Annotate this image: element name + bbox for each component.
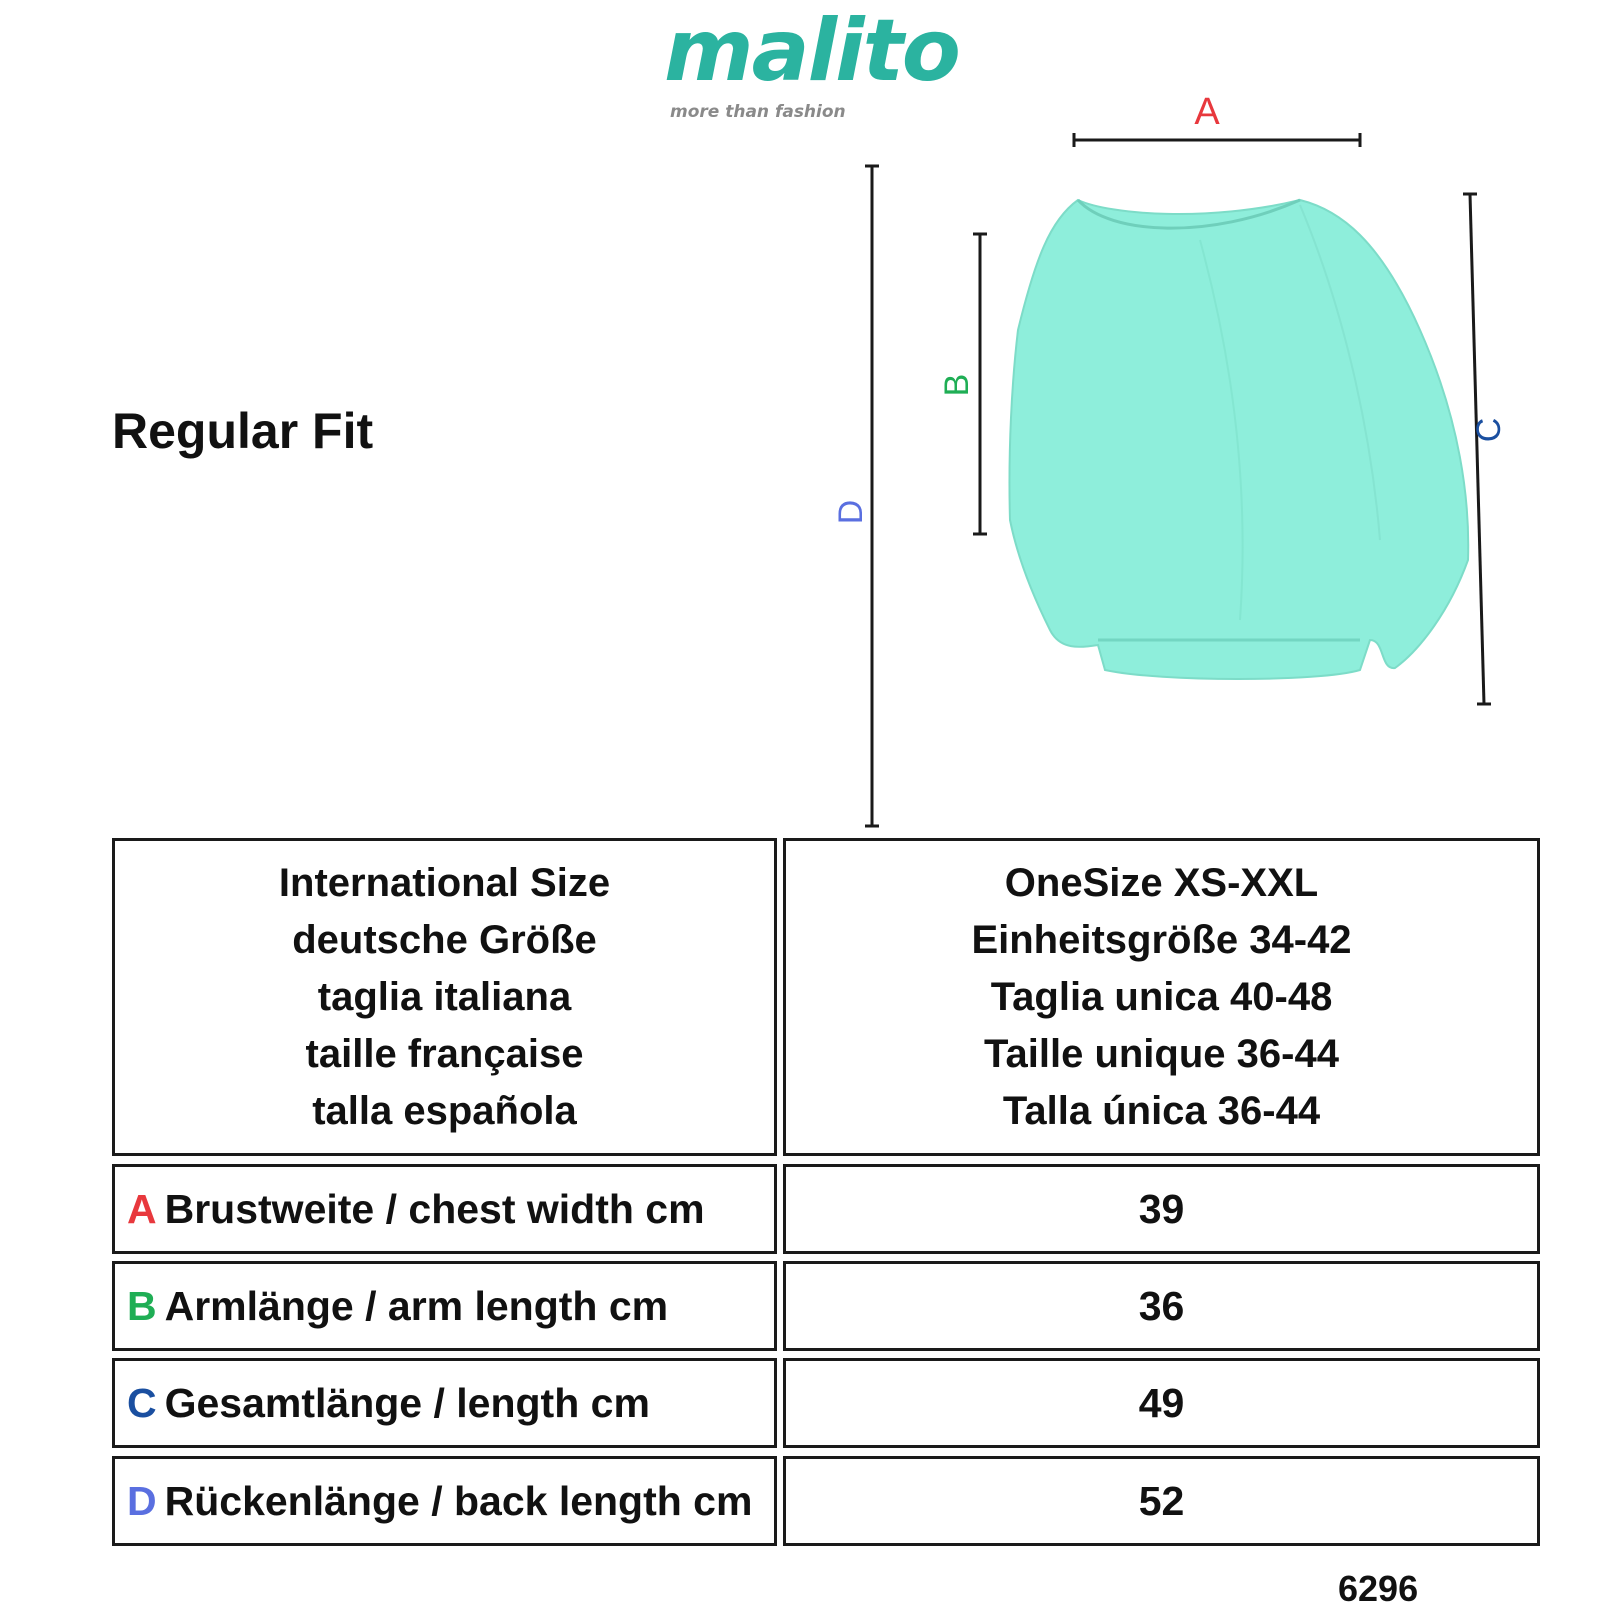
row-letter-c: C	[127, 1379, 157, 1426]
size-table-header-right	[783, 838, 1540, 1156]
table-row-c-label-cell	[112, 1358, 777, 1448]
row-label-a: Brustweite / chest width cm	[164, 1185, 705, 1232]
table-row-d-label-cell	[112, 1456, 777, 1546]
table-row-b-label-cell	[112, 1261, 777, 1351]
dimension-b	[938, 234, 987, 534]
table-row-c-value-cell	[783, 1358, 1540, 1448]
table-row-b-value-cell	[783, 1261, 1540, 1351]
header-right-line: Taille unique 36-44	[984, 1031, 1339, 1076]
row-letter-b: B	[127, 1282, 157, 1329]
article-number: 6296	[1338, 1568, 1419, 1609]
header-left-line: taglia italiana	[317, 974, 572, 1019]
brand-name: malito	[664, 1, 959, 101]
size-table-header-left	[112, 838, 777, 1156]
header-right-line: OneSize XS-XXL	[1004, 860, 1319, 905]
dimension-d-label: D	[832, 499, 870, 525]
table-row-a-value-cell	[783, 1164, 1540, 1254]
header-right-line: Taglia unica 40-48	[990, 974, 1333, 1019]
row-label-b: Armlänge / arm length cm	[164, 1282, 669, 1329]
row-label-c: Gesamtlänge / length cm	[164, 1379, 650, 1426]
row-value-b: 36	[1138, 1282, 1185, 1329]
header-right-line: Talla única 36-44	[1002, 1088, 1321, 1133]
header-left-line: taille française	[305, 1031, 584, 1076]
header-left-line: talla española	[312, 1088, 577, 1133]
row-value-d: 52	[1138, 1477, 1185, 1524]
row-letter-a: A	[127, 1185, 157, 1232]
brand-tagline: more than fashion	[670, 102, 846, 122]
header-left-line: International Size	[278, 860, 611, 905]
dimension-a	[1074, 91, 1360, 147]
garment-illustration	[1009, 200, 1468, 679]
row-letter-d: D	[127, 1477, 157, 1524]
dimension-a-label: A	[1194, 91, 1220, 133]
dimension-b-label: B	[938, 373, 976, 397]
dimension-c-label: C	[1470, 417, 1508, 443]
row-value-c: 49	[1138, 1379, 1185, 1426]
dimension-d	[832, 166, 879, 826]
table-row-d-value-cell	[783, 1456, 1540, 1546]
header-left-line: deutsche Größe	[292, 917, 597, 962]
row-label-d: Rückenlänge / back length cm	[164, 1477, 753, 1524]
table-row-a-label-cell	[112, 1164, 777, 1254]
fit-label: Regular Fit	[112, 403, 374, 459]
row-value-a: 39	[1138, 1185, 1185, 1232]
dimension-c	[1463, 194, 1508, 704]
header-right-line: Einheitsgröße 34-42	[971, 917, 1352, 962]
